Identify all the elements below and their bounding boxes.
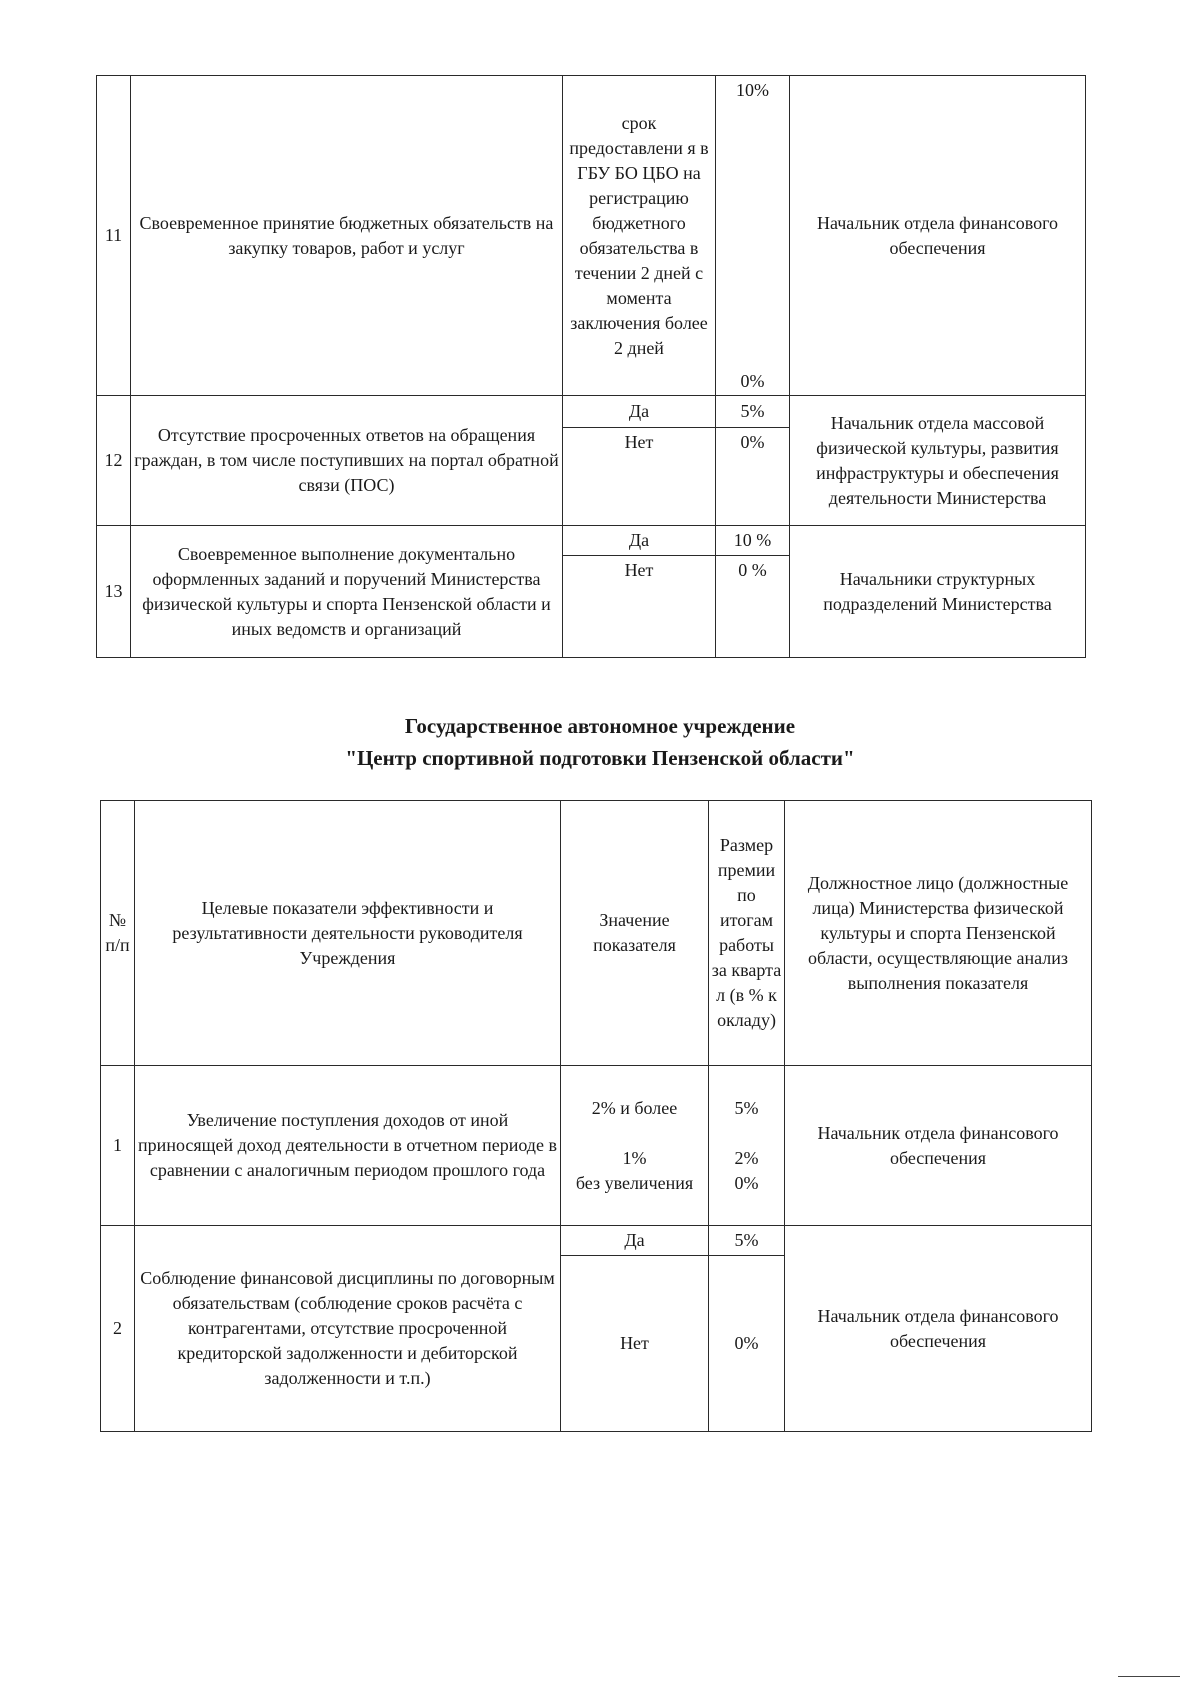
bonus-cell: 5% [709, 1226, 785, 1256]
responsible-cell: Начальник отдела массовой физической культуры, развития инфраструктуры и обеспечения деятельности Министерства [790, 396, 1086, 526]
value-cell: Да [561, 1226, 709, 1256]
bonus-option: 5% [734, 1097, 759, 1118]
responsible-cell: Начальник отдела финансового обеспечения [790, 76, 1086, 396]
row-number: 1 [101, 1066, 135, 1226]
value-option: 1% [622, 1147, 647, 1168]
value-option: 2% и более [591, 1097, 678, 1118]
indicator-cell: Отсутствие просроченных ответов на обращения граждан, в том числе поступивших на портал обратной связи (ПОС) [131, 396, 563, 526]
value-option: без увеличения [575, 1172, 694, 1193]
header-bonus: Размер премии по итогам работы за кварта л (в % к окладу) [709, 801, 785, 1066]
indicator-cell: Увеличение поступления доходов от иной приносящей доход деятельности в отчетном периоде в сравнении с аналогичным периодом прошлого года [135, 1066, 561, 1226]
header-indicator: Целевые показатели эффективности и результативности деятельности руководителя Учреждения [135, 801, 561, 1066]
header-number: № п/п [101, 801, 135, 1066]
value-cell: Да [563, 526, 716, 556]
responsible-cell: Начальники структурных подразделений Министерства [790, 526, 1086, 658]
table-row [101, 1066, 1092, 1226]
row-number: 11 [97, 76, 131, 396]
section-title-line: "Центр спортивной подготовки Пензенской области" [345, 746, 855, 770]
bonus-cell: 10 % [716, 526, 790, 556]
header-value: Значение показателя [561, 801, 709, 1066]
row-number: 12 [97, 396, 131, 526]
bonus-cell: 0% [740, 370, 765, 391]
section-title-line: Государственное автономное учреждение [404, 714, 796, 738]
table-header-row [101, 801, 1092, 1066]
section-title [0, 710, 1200, 774]
responsible-cell: Начальник отдела финансового обеспечения [785, 1226, 1092, 1432]
indicator-cell: Своевременное принятие бюджетных обязательств на закупку товаров, работ и услуг [131, 76, 563, 396]
responsible-cell: Начальник отдела финансового обеспечения [785, 1066, 1092, 1226]
table-row [97, 526, 1086, 556]
row-number: 2 [101, 1226, 135, 1432]
value-cell: срок предоставлени я в ГБУ БО ЦБО на регистрацию бюджетного обязательства в течении 2 дней с момента заключения более 2 дней [563, 76, 716, 396]
indicator-cell: Соблюдение финансовой дисциплины по договорным обязательствам (соблюдение сроков расчёта с контрагентами, отсутствие просроченной кредиторской задолженности и дебиторской задолженности и т.п.) [135, 1226, 561, 1432]
indicators-table [100, 800, 1092, 1432]
bonus-cell: 10% [736, 79, 769, 100]
value-cell: Да [563, 396, 716, 428]
table-row [97, 76, 1086, 396]
value-cell: Нет [563, 556, 716, 658]
signature-line [1118, 1676, 1180, 1677]
table-row [97, 396, 1086, 428]
bonus-cell: 0% [709, 1256, 785, 1432]
table-row [101, 1226, 1092, 1256]
bonus-cell: 5% [716, 396, 790, 428]
indicators-table-continued [96, 75, 1086, 658]
header-responsible: Должностное лицо (должностные лица) Министерства физической культуры и спорта Пензенской области, осуществляющие анализ выполнения показателя [785, 801, 1092, 1066]
bonus-cell: 0 % [716, 556, 790, 658]
bonus-option: 0% [734, 1172, 759, 1193]
bonus-option: 2% [734, 1147, 759, 1168]
row-number: 13 [97, 526, 131, 658]
value-cell: Нет [561, 1256, 709, 1432]
indicator-cell: Своевременное выполнение документально оформленных заданий и поручений Министерства физической культуры и спорта Пензенской области и иных ведомств и организаций [131, 526, 563, 658]
value-cell: Нет [563, 428, 716, 526]
bonus-cell: 0% [716, 428, 790, 526]
